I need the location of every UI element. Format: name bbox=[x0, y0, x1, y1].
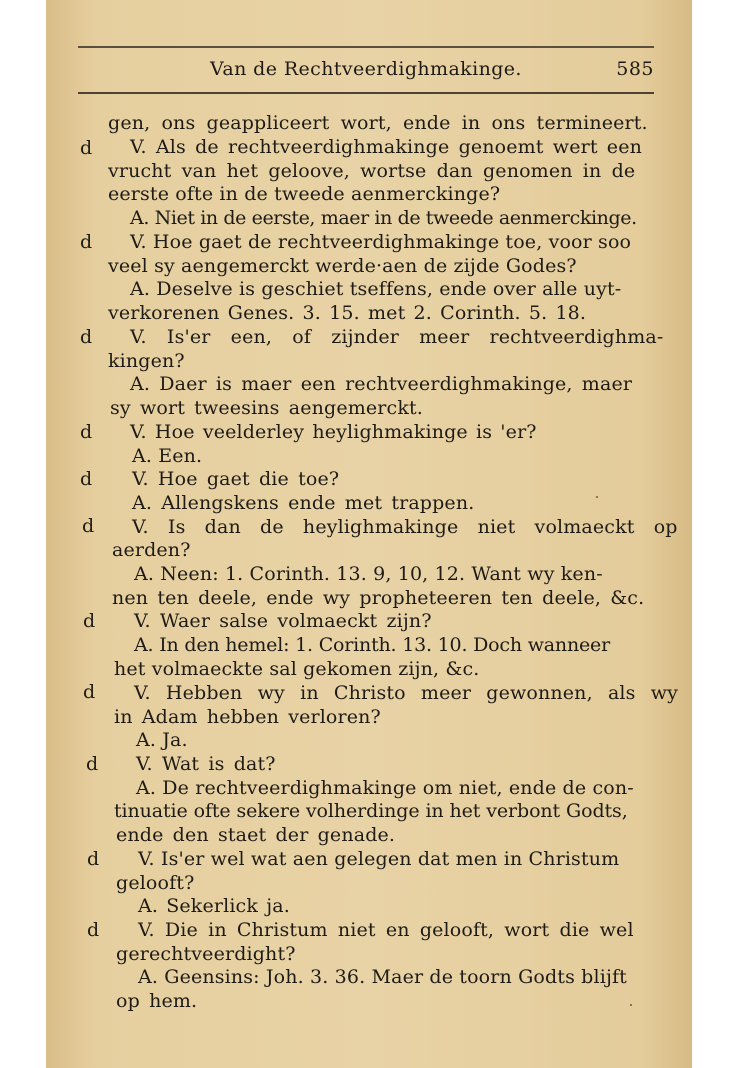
paper-speck bbox=[596, 496, 598, 498]
margin-marker: d bbox=[86, 753, 99, 775]
text-line: A. Sekerlick ja. bbox=[138, 895, 290, 917]
text-line: V. Is'er wel wat aen gelegen dat men in Christum bbox=[138, 848, 620, 870]
text-line: V. Als de rechtveerdighmakinge genoemt wert een bbox=[130, 136, 642, 158]
text-line: A. Ja. bbox=[136, 729, 188, 751]
text-line: verkorenen Genes. 3. 15. met 2. Corinth. 5. 18. bbox=[108, 302, 587, 324]
margin-marker: d bbox=[80, 421, 93, 443]
text-line: gen, ons geappliceert wort, ende in ons termineert. bbox=[108, 112, 648, 134]
text-line: eerste ofte in de tweede aenmerckinge? bbox=[108, 183, 501, 205]
text-line: A. Neen: 1. Corinth. 13. 9, 10, 12. Want wy ken- bbox=[134, 563, 603, 585]
text-line: A. De rechtveerdighmakinge om niet, ende de con- bbox=[136, 777, 634, 799]
text-line: gerechtveerdight? bbox=[116, 943, 296, 965]
text-line: A. Geensins: Joh. 3. 36. Maer de toorn Godts blijft bbox=[138, 966, 627, 988]
page-number: 585 bbox=[616, 58, 654, 80]
margin-marker: d bbox=[80, 326, 93, 348]
text-line: A. Allengskens ende met trappen. bbox=[132, 492, 475, 514]
text-line: V. Is'er een, of zijnder meer rechtveerdighma- bbox=[130, 326, 664, 348]
text-line: V. Hoe gaet die toe? bbox=[132, 468, 340, 490]
text-line: aerden? bbox=[112, 539, 191, 561]
text-line: A. Daer is maer een rechtveerdighmakinge, maer bbox=[130, 373, 633, 395]
margin-marker: d bbox=[80, 137, 93, 159]
text-line: tinuatie ofte sekere volherdinge in het verbont Godts, bbox=[114, 800, 628, 822]
text-line: kingen? bbox=[108, 350, 185, 372]
margin-marker: d bbox=[83, 681, 96, 703]
running-title: Van de Rechtveerdighmakinge. bbox=[210, 58, 522, 80]
margin-marker: d bbox=[82, 515, 95, 537]
text-line: V. Is dan de heylighmakinge niet volmaeckt op bbox=[132, 516, 678, 538]
margin-marker: d bbox=[80, 231, 93, 253]
text-line: V. Hoe veelderley heylighmakinge is 'er? bbox=[130, 421, 537, 443]
text-line: V. Hoe gaet de rechtveerdighmakinge toe, voor soo bbox=[130, 231, 632, 253]
text-line: gelooft? bbox=[116, 872, 195, 894]
text-line: V. Hebben wy in Christo meer gewonnen, als wy bbox=[134, 682, 679, 704]
text-line: V. Die in Christum niet en gelooft, wort die wel bbox=[138, 919, 634, 941]
text-line: V. Wat is dat? bbox=[136, 753, 276, 775]
margin-marker: d bbox=[83, 610, 96, 632]
margin-marker: d bbox=[87, 919, 100, 941]
text-line: A. Deselve is geschiet tseffens, ende over alle uyt- bbox=[130, 278, 622, 300]
paper-speck bbox=[630, 1004, 632, 1006]
text-line: in Adam hebben verloren? bbox=[114, 706, 381, 728]
text-line: het volmaeckte sal gekomen zijn, &c. bbox=[114, 658, 480, 680]
text-line: veel sy aengemerckt werde·aen de zijde Godes? bbox=[108, 255, 577, 277]
text-line: sy wort tweesins aengemerckt. bbox=[110, 397, 423, 419]
text-line: A. Een. bbox=[132, 445, 203, 467]
text-line: A. In den hemel: 1. Corinth. 13. 10. Doch wanneer bbox=[134, 634, 610, 656]
text-line: vrucht van het geloove, wortse dan genomen in de bbox=[108, 160, 636, 182]
text-line: ende den staet der genade. bbox=[116, 824, 396, 846]
text-line: V. Waer salse volmaeckt zijn? bbox=[134, 610, 432, 632]
margin-marker: d bbox=[80, 468, 93, 490]
text-line: op hem. bbox=[116, 990, 198, 1012]
text-line: nen ten deele, ende wy propheteeren ten deele, &c. bbox=[112, 587, 645, 609]
text-line: A. Niet in de eerste, maer in de tweede aenmerckinge. bbox=[130, 207, 637, 229]
margin-marker: d bbox=[87, 848, 100, 870]
